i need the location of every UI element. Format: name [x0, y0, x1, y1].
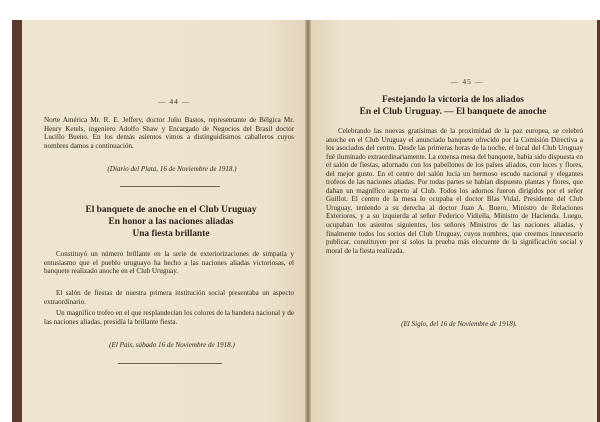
section-heading-line2: En honor a las naciones aliadas — [108, 217, 234, 227]
top-paragraph: Norte América Mr. R. E. Jeffery, doctor Julio Bastos, representante de Bélgica Mr. Henry Ketels, ingeniero Adolfo Shaw y Encargado de Negocios del Brasil doctor Lucillo Bueno. En los demás asientos vimos a distinguidísimos caballeros cuyos nombres damos a continuación. — [44, 116, 294, 150]
book-gutter — [305, 20, 311, 422]
article-heading-line1: Festejando la victoria de los aliados — [382, 95, 524, 105]
page-number-right: — 45 — — [451, 77, 484, 86]
top-citation: (Diario del Plata, 16 de Noviembre de 1918.) — [107, 165, 237, 173]
divider-rule — [120, 186, 220, 187]
bottom-citation: (El País, sábado 16 de Noviembre de 1918.) — [109, 341, 235, 349]
paragraph-2: El salón de fiestas de nuestra primera institución social presentaba un aspecto extraordinario. — [44, 289, 294, 306]
article-heading-line2: En el Club Uruguay. — El banquete de anoche — [359, 107, 547, 117]
article-citation: (El Siglo, del 16 de Noviembre de 1918). — [401, 320, 517, 328]
divider-rule-bottom — [118, 363, 222, 364]
article-body: Celebrando las nuevas gratísimas de la proximidad de la paz europea, se celebró anoche en el Club Uruguay el anunciado banquete ofrecido por la Comisión Directiva a los asociados del centro. Desde las primeras horas de la noche, el local del Club Uruguay fué iluminado extraordinariamente. La extensa mesa del banquete, había sido dispuesta en el salón de fiestas, adornado con los pabellones de los países aliados, con luces y flores, del mejor gusto. En el centro del salón lucía un hermoso escudo nacional y elegantes trofeos de las naciones aliadas. Por todas partes se habían dispuesto plantas y flores, que daban un magnífico aspecto al Club. Todos los adornos fueron dirigidos por el señor Guillot. El centro de la mesa lo ocupaba el doctor Blas Vidal, Presidente del Club Uruguay, teniendo a su derecha al doctor Juan A. Buero, Ministro de Relaciones Exteriores, y a su izquierda al señor Federico Vidiella, Ministro de Hacienda. Luego, ocupaban los asientos siguientes, los señores Ministros de las naciones aliadas, y finalmente todos los socios del Club Uruguay, cuyos nombres, que creemos innecesario publicar, constituyen por sí solos la prueba más elocuente de la significación social y moral de la fiesta realizada. — [326, 127, 583, 255]
section-heading-line3: Una fiesta brillante — [132, 229, 210, 239]
open-book — [12, 20, 600, 422]
paragraph-3: Un magnífico trofeo en el que resplandecían los colores de la bandera nacional y de las naciones aliadas, presidía la brillante fiesta. — [44, 309, 294, 326]
left-page — [22, 20, 308, 422]
right-page — [309, 20, 597, 422]
paragraph-1: Constituyó un número brillante en la serie de exteriorizaciones de simpatía y entusiasmo que el pueblo uruguayo ha hecho a las naciones aliadas victoriosas, el banquete realizado anoche en el Club Uruguay. — [44, 250, 294, 276]
page-number-left: — 44 — — [158, 97, 191, 106]
section-heading-line1: El banquete de anoche en el Club Uruguay — [85, 205, 257, 215]
